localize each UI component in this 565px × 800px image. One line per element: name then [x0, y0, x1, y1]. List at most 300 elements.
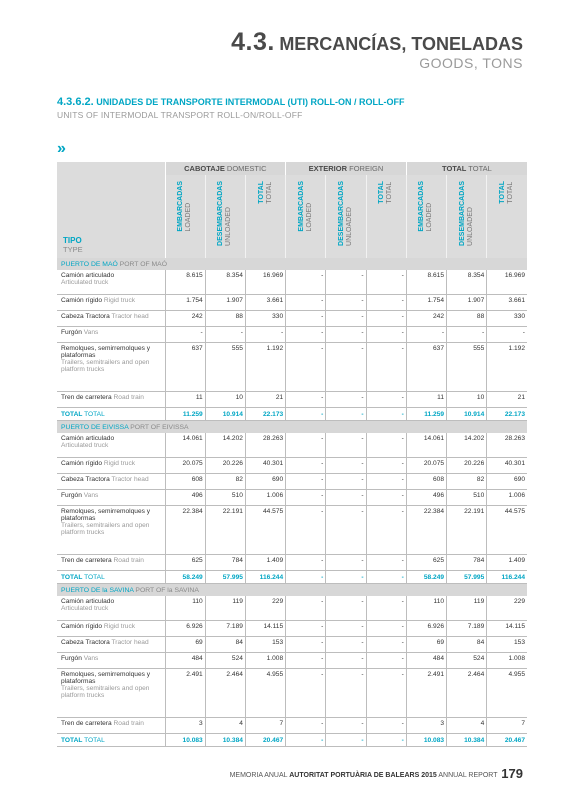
subcolumn-label: [298, 181, 314, 232]
value-cell: 3.661: [245, 295, 285, 311]
total-value-cell: 20.467: [487, 734, 527, 747]
value-cell: 625: [406, 555, 446, 571]
row-type-label-en: Trailers, semitrailers and open platform trucks: [61, 685, 150, 699]
subcolumn-label-es: EMBARCADAS: [177, 181, 185, 232]
row-type-label: Remolques, semirremolques y plataformas: [61, 345, 151, 359]
value-cell: -: [366, 474, 406, 490]
table-body: [57, 258, 527, 747]
footer-org: AUTORITAT PORTUÀRIA DE BALEARS 2015: [289, 772, 437, 779]
row-type-label: Camión articulado: [61, 435, 115, 442]
table-row: [57, 555, 527, 571]
value-cell: -: [487, 327, 527, 343]
value-cell: 2.464: [447, 669, 487, 718]
total-value-cell: 10.914: [205, 408, 245, 421]
value-cell: -: [366, 327, 406, 343]
row-type-label-en: Rigid truck: [103, 623, 136, 630]
section-title-en: UNITS OF INTERMODAL TRANSPORT ROLL-ON/ROLL-OFF: [57, 110, 303, 120]
value-cell: 110: [406, 596, 446, 621]
row-type-label: Remolques, semirremolques y plataformas: [61, 508, 151, 522]
value-cell: -: [366, 669, 406, 718]
total-label-en: TOTAL: [84, 737, 105, 744]
table-row: [57, 327, 527, 343]
total-value-cell: 10.914: [447, 408, 487, 421]
subcolumn-header: [326, 175, 366, 258]
row-type-label: Camión rígido: [61, 623, 103, 630]
row-type-label: Camión rígido: [61, 297, 103, 304]
value-cell: -: [326, 343, 366, 392]
value-cell: 82: [447, 474, 487, 490]
subcolumn-label-es: TOTAL: [257, 181, 265, 204]
value-cell: 229: [487, 596, 527, 621]
value-cell: -: [326, 433, 366, 458]
total-value-cell: -: [326, 571, 366, 584]
value-cell: 1.754: [165, 295, 205, 311]
total-value-cell: -: [286, 734, 326, 747]
subcolumn-label-es: DESEMBARCADAS: [458, 181, 466, 246]
value-cell: -: [286, 433, 326, 458]
value-cell: -: [326, 555, 366, 571]
value-cell: -: [326, 474, 366, 490]
value-cell: 11: [406, 392, 446, 408]
value-cell: 524: [205, 653, 245, 669]
value-cell: 69: [165, 637, 205, 653]
total-label-cell: [57, 408, 165, 421]
port-section-row: [57, 258, 527, 270]
table-row: [57, 653, 527, 669]
port-name-en: PORT OF la SAVINA: [135, 586, 199, 594]
port-name: PUERTO DE MAÓ: [61, 260, 118, 268]
chapter-number: 4.3.: [231, 28, 275, 56]
total-value-cell: 116.244: [487, 571, 527, 584]
row-type-label: Remolques, semirremolques y plataformas: [61, 671, 151, 685]
row-type-cell: [57, 490, 165, 506]
value-cell: -: [366, 433, 406, 458]
subcolumn-label: [177, 181, 193, 232]
row-type-label-en: Trailers, semitrailers and open platform trucks: [61, 359, 150, 373]
value-cell: -: [366, 270, 406, 295]
value-cell: -: [326, 311, 366, 327]
value-cell: 7: [487, 718, 527, 734]
total-value-cell: -: [366, 408, 406, 421]
port-name-en: PORT OF MAÓ: [119, 260, 168, 268]
value-cell: 496: [406, 490, 446, 506]
group-label-en: FOREIGN: [349, 164, 384, 173]
value-cell: 484: [406, 653, 446, 669]
footer-suffix: ANNUAL REPORT: [438, 772, 498, 779]
type-label: TIPO: [63, 236, 82, 245]
row-type-cell: [57, 433, 165, 458]
total-value-cell: 22.173: [245, 408, 285, 421]
row-type-cell: [57, 458, 165, 474]
value-cell: 44.575: [487, 506, 527, 555]
port-section-row: [57, 584, 527, 597]
table-row: [57, 490, 527, 506]
value-cell: 7.189: [205, 621, 245, 637]
value-cell: -: [286, 490, 326, 506]
table-row: [57, 506, 527, 555]
row-type-label: Furgón: [61, 655, 82, 662]
total-value-cell: -: [286, 408, 326, 421]
value-cell: 4: [205, 718, 245, 734]
total-value-cell: 58.249: [165, 571, 205, 584]
row-type-cell: [57, 669, 165, 718]
value-cell: 7: [245, 718, 285, 734]
value-cell: -: [286, 311, 326, 327]
row-type-label-en: Articulated truck: [61, 605, 109, 612]
row-type-cell: [57, 343, 165, 392]
page-number: 179: [501, 766, 523, 781]
table-row: [57, 718, 527, 734]
value-cell: 14.061: [165, 433, 205, 458]
subcolumn-label-en: LOADED: [426, 202, 434, 232]
chapter-title: MERCANCÍAS, TONELADAS: [279, 34, 523, 54]
row-type-cell: [57, 637, 165, 653]
row-type-label-en: Articulated truck: [61, 279, 109, 286]
data-table-wrapper: [57, 162, 527, 747]
value-cell: 1.409: [487, 555, 527, 571]
subcolumn-header: [165, 175, 205, 258]
row-type-label: Tren de carretera: [61, 394, 112, 401]
section-heading: [57, 96, 405, 120]
value-cell: 484: [165, 653, 205, 669]
value-cell: 784: [447, 555, 487, 571]
table-row: [57, 621, 527, 637]
row-type-cell: [57, 474, 165, 490]
value-cell: 6.926: [165, 621, 205, 637]
value-cell: 22.384: [406, 506, 446, 555]
value-cell: 1.192: [245, 343, 285, 392]
value-cell: -: [286, 653, 326, 669]
port-name: PUERTO DE la SAVINA: [61, 586, 134, 594]
port-section-label: [57, 258, 527, 270]
value-cell: 608: [406, 474, 446, 490]
value-cell: 637: [165, 343, 205, 392]
value-cell: 242: [406, 311, 446, 327]
subcolumn-header: [286, 175, 326, 258]
value-cell: 2.464: [205, 669, 245, 718]
total-value-cell: 10.083: [165, 734, 205, 747]
row-type-cell: [57, 653, 165, 669]
section-number: 4.3.6.2.: [57, 96, 94, 108]
value-cell: 16.969: [245, 270, 285, 295]
double-chevron-icon: »: [57, 140, 66, 157]
group-label: CABOTAJE: [184, 164, 225, 173]
total-value-cell: 10.384: [447, 734, 487, 747]
value-cell: 8.615: [165, 270, 205, 295]
subcolumn-label: [459, 181, 475, 246]
value-cell: 330: [487, 311, 527, 327]
row-type-cell: [57, 506, 165, 555]
group-label-en: TOTAL: [468, 164, 492, 173]
row-type-cell: [57, 621, 165, 637]
group-header-domestic: [165, 162, 286, 175]
total-value-cell: -: [366, 571, 406, 584]
value-cell: 84: [205, 637, 245, 653]
row-type-label-en: Rigid truck: [103, 460, 136, 467]
total-value-cell: -: [286, 571, 326, 584]
value-cell: 7.189: [447, 621, 487, 637]
row-type-cell: [57, 718, 165, 734]
subcolumn-label-en: LOADED: [305, 202, 313, 232]
total-value-cell: 57.995: [205, 571, 245, 584]
value-cell: 10: [205, 392, 245, 408]
value-cell: -: [286, 295, 326, 311]
value-cell: 21: [487, 392, 527, 408]
value-cell: 555: [205, 343, 245, 392]
value-cell: 1.192: [487, 343, 527, 392]
value-cell: 44.575: [245, 506, 285, 555]
table-row: [57, 637, 527, 653]
value-cell: 3.661: [487, 295, 527, 311]
section-title: UNIDADES DE TRANSPORTE INTERMODAL (UTI) ROLL-ON / ROLL-OFF: [96, 97, 405, 107]
total-label-cell: [57, 734, 165, 747]
value-cell: 28.263: [245, 433, 285, 458]
value-cell: -: [326, 327, 366, 343]
value-cell: -: [366, 506, 406, 555]
value-cell: 14.202: [447, 433, 487, 458]
total-value-cell: 10.083: [406, 734, 446, 747]
table-row: [57, 343, 527, 392]
value-cell: 3: [165, 718, 205, 734]
value-cell: 20.226: [205, 458, 245, 474]
value-cell: -: [326, 653, 366, 669]
value-cell: 690: [487, 474, 527, 490]
value-cell: 2.491: [165, 669, 205, 718]
type-header: [57, 162, 165, 258]
value-cell: 1.907: [205, 295, 245, 311]
value-cell: 22.191: [205, 506, 245, 555]
value-cell: -: [326, 637, 366, 653]
value-cell: 88: [205, 311, 245, 327]
value-cell: 524: [447, 653, 487, 669]
value-cell: 229: [245, 596, 285, 621]
value-cell: 4.955: [487, 669, 527, 718]
row-type-label-en: Tractor head: [111, 476, 149, 483]
subcolumn-label-en: UNLOADED: [225, 207, 233, 246]
value-cell: 40.301: [245, 458, 285, 474]
value-cell: 22.191: [447, 506, 487, 555]
value-cell: -: [326, 392, 366, 408]
value-cell: 21: [245, 392, 285, 408]
value-cell: -: [366, 596, 406, 621]
chapter-subtitle: GOODS, TONS: [419, 55, 523, 71]
value-cell: -: [326, 295, 366, 311]
value-cell: -: [286, 555, 326, 571]
subcolumn-label-es: DESEMBARCADAS: [217, 181, 225, 246]
value-cell: 28.263: [487, 433, 527, 458]
table-row: [57, 596, 527, 621]
value-cell: -: [286, 621, 326, 637]
total-label: TOTAL: [61, 737, 83, 744]
subcolumn-header: [245, 175, 285, 258]
port-name-en: PORT OF EIVISSA: [130, 423, 189, 431]
value-cell: 1.409: [245, 555, 285, 571]
table-row: [57, 270, 527, 295]
value-cell: -: [366, 718, 406, 734]
uti-table: [57, 162, 527, 747]
subcolumn-label-es: TOTAL: [499, 181, 507, 204]
value-cell: 119: [205, 596, 245, 621]
value-cell: 153: [245, 637, 285, 653]
total-value-cell: -: [326, 408, 366, 421]
value-cell: 14.115: [487, 621, 527, 637]
value-cell: 16.969: [487, 270, 527, 295]
subcolumn-header: [406, 175, 446, 258]
value-cell: 84: [447, 637, 487, 653]
row-type-label-en: Articulated truck: [61, 442, 109, 449]
value-cell: 88: [447, 311, 487, 327]
total-value-cell: 10.384: [205, 734, 245, 747]
row-type-cell: [57, 555, 165, 571]
value-cell: 20.075: [406, 458, 446, 474]
subcolumn-label-es: EMBARCADAS: [418, 181, 426, 232]
row-type-label: Camión articulado: [61, 272, 115, 279]
value-cell: 608: [165, 474, 205, 490]
table-row: [57, 392, 527, 408]
value-cell: -: [326, 490, 366, 506]
value-cell: -: [205, 327, 245, 343]
footer-prefix: MEMORIA ANUAL: [229, 772, 288, 779]
row-type-label-en: Vans: [83, 329, 99, 336]
value-cell: 82: [205, 474, 245, 490]
port-section-row: [57, 421, 527, 434]
subcolumn-header: [366, 175, 406, 258]
value-cell: 1.008: [487, 653, 527, 669]
value-cell: -: [366, 392, 406, 408]
value-cell: 4.955: [245, 669, 285, 718]
chapter-heading: [231, 28, 523, 57]
value-cell: -: [286, 458, 326, 474]
value-cell: 784: [205, 555, 245, 571]
value-cell: 2.491: [406, 669, 446, 718]
value-cell: -: [286, 596, 326, 621]
table-row: [57, 433, 527, 458]
row-type-label: Tren de carretera: [61, 720, 112, 727]
table-row: [57, 669, 527, 718]
value-cell: -: [286, 506, 326, 555]
row-type-label-en: Trailers, semitrailers and open platform trucks: [61, 522, 150, 536]
subcolumn-header: [205, 175, 245, 258]
value-cell: 6.926: [406, 621, 446, 637]
value-cell: 14.061: [406, 433, 446, 458]
value-cell: 8.615: [406, 270, 446, 295]
value-cell: -: [286, 718, 326, 734]
value-cell: 20.075: [165, 458, 205, 474]
value-cell: 1.907: [447, 295, 487, 311]
value-cell: 22.384: [165, 506, 205, 555]
total-value-cell: 58.249: [406, 571, 446, 584]
group-label-en: DOMESTIC: [226, 164, 267, 173]
table-row: [57, 474, 527, 490]
group-header-total: [406, 162, 527, 175]
value-cell: 242: [165, 311, 205, 327]
port-section-label: [57, 421, 527, 434]
row-type-label-en: Road train: [113, 394, 144, 401]
value-cell: -: [286, 637, 326, 653]
row-type-label: Furgón: [61, 329, 82, 336]
subcolumn-label: [217, 181, 233, 246]
row-type-cell: [57, 295, 165, 311]
total-value-cell: -: [366, 734, 406, 747]
subcolumn-label: [418, 181, 434, 232]
row-type-label-en: Tractor head: [111, 639, 149, 646]
value-cell: -: [245, 327, 285, 343]
value-cell: 1.754: [406, 295, 446, 311]
value-cell: -: [286, 474, 326, 490]
subcolumn-label-es: DESEMBARCADAS: [337, 181, 345, 246]
row-type-label-en: Vans: [83, 492, 99, 499]
value-cell: -: [447, 327, 487, 343]
total-value-cell: 11.259: [165, 408, 205, 421]
value-cell: 8.354: [447, 270, 487, 295]
value-cell: -: [366, 621, 406, 637]
total-label: TOTAL: [61, 574, 83, 581]
total-value-cell: -: [326, 734, 366, 747]
total-value-cell: 20.467: [245, 734, 285, 747]
total-row: [57, 571, 527, 584]
row-type-label-en: Road train: [113, 557, 144, 564]
value-cell: -: [366, 637, 406, 653]
value-cell: 40.301: [487, 458, 527, 474]
table-row: [57, 311, 527, 327]
row-type-label: Tren de carretera: [61, 557, 112, 564]
value-cell: 510: [205, 490, 245, 506]
subcolumn-label: [499, 181, 515, 204]
value-cell: -: [366, 555, 406, 571]
value-cell: 110: [165, 596, 205, 621]
value-cell: 20.226: [447, 458, 487, 474]
subcolumn-header: [447, 175, 487, 258]
value-cell: 1.006: [487, 490, 527, 506]
value-cell: 555: [447, 343, 487, 392]
value-cell: 14.202: [205, 433, 245, 458]
total-label-en: TOTAL: [84, 574, 105, 581]
value-cell: 14.115: [245, 621, 285, 637]
value-cell: 1.006: [245, 490, 285, 506]
subcolumn-label-es: TOTAL: [378, 181, 386, 204]
port-name: PUERTO DE EIVISSA: [61, 423, 129, 431]
total-value-cell: 22.173: [487, 408, 527, 421]
value-cell: -: [165, 327, 205, 343]
row-type-label: Camión articulado: [61, 598, 115, 605]
row-type-cell: [57, 311, 165, 327]
subcolumn-header: [487, 175, 527, 258]
value-cell: 153: [487, 637, 527, 653]
value-cell: -: [326, 458, 366, 474]
subcolumn-label-en: TOTAL: [386, 181, 394, 204]
group-header-row: [57, 162, 527, 175]
section-title-line: [57, 96, 405, 108]
row-type-cell: [57, 270, 165, 295]
row-type-cell: [57, 327, 165, 343]
value-cell: -: [366, 311, 406, 327]
row-type-cell: [57, 596, 165, 621]
value-cell: 10: [447, 392, 487, 408]
row-type-label-en: Road train: [113, 720, 144, 727]
value-cell: -: [366, 653, 406, 669]
subcolumn-label: [258, 181, 274, 204]
value-cell: -: [286, 392, 326, 408]
value-cell: -: [326, 270, 366, 295]
group-label: TOTAL: [442, 164, 467, 173]
row-type-label: Cabeza Tractora: [61, 476, 110, 483]
value-cell: -: [366, 490, 406, 506]
value-cell: -: [286, 270, 326, 295]
value-cell: 1.008: [245, 653, 285, 669]
value-cell: 510: [447, 490, 487, 506]
subcolumn-label-en: LOADED: [185, 202, 193, 232]
value-cell: -: [286, 327, 326, 343]
